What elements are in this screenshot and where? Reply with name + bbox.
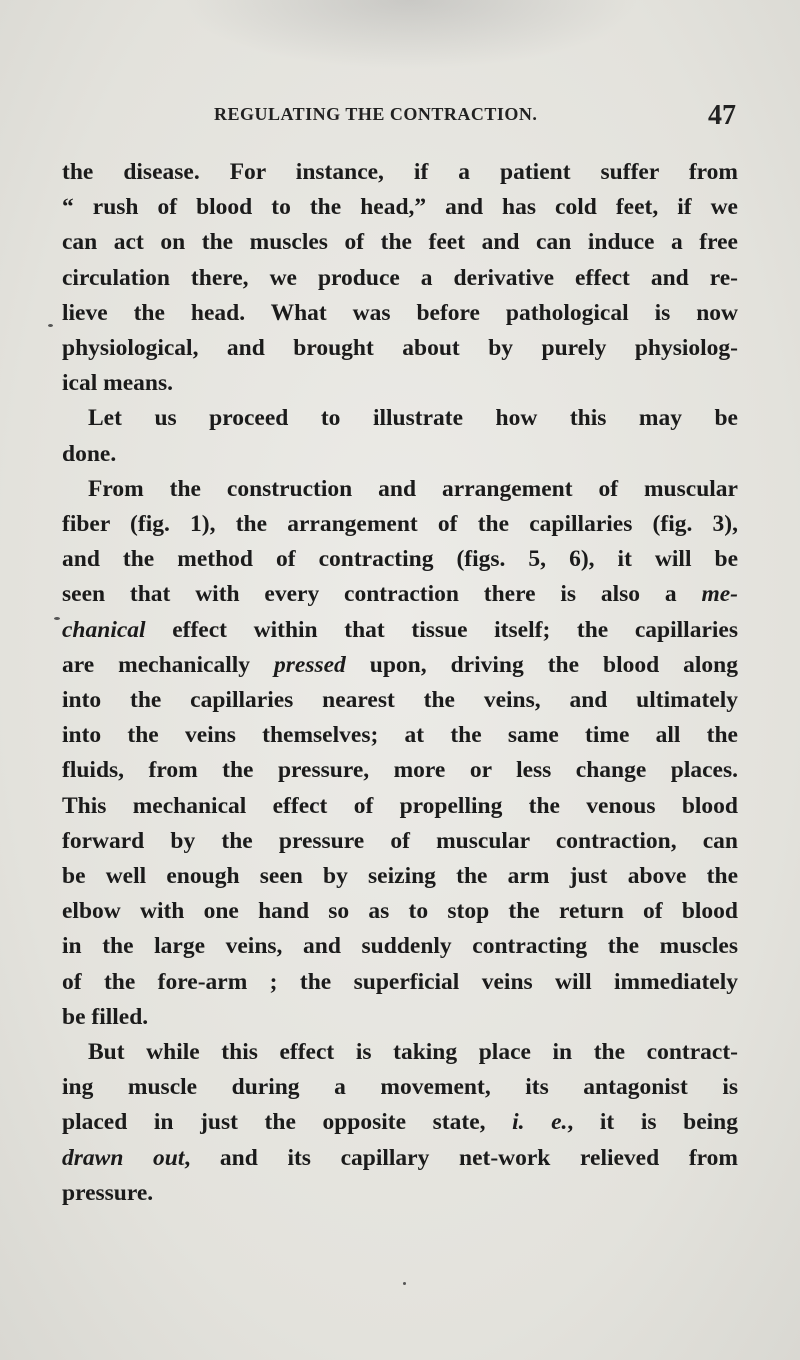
text-segment: are mechanically [62, 651, 274, 678]
text-segment: forward by the pressure of muscular contraction, can [62, 827, 738, 854]
text-line [62, 613, 738, 648]
text-line [62, 648, 738, 683]
text-segment: into the capillaries nearest the veins, and ultimately [62, 687, 738, 714]
text-line [62, 331, 738, 366]
text-segment: But while this effect is taking place in the contract- [88, 1039, 738, 1066]
italic-text: drawn out [62, 1144, 185, 1171]
text-segment: “ rush of blood to the head,” and has cold feet, if we [62, 194, 738, 221]
text-line [62, 190, 738, 225]
page-shadow [180, 0, 640, 70]
text-line [62, 437, 738, 472]
text-segment: into the veins themselves; at the same time all the [62, 722, 738, 749]
text-segment: fluids, from the pressure, more or less change places. [62, 757, 738, 784]
text-line [62, 366, 738, 401]
margin-speck [403, 1282, 406, 1285]
text-line [62, 789, 738, 824]
text-segment: circulation there, we produce a derivative effect and re- [62, 264, 738, 291]
running-head [64, 100, 736, 130]
page-number: 47 [708, 100, 736, 131]
text-line [62, 1070, 738, 1105]
text-line [62, 1035, 738, 1070]
text-segment: ical means. [62, 370, 173, 397]
text-segment: Let us proceed to illustrate how this may be [88, 405, 738, 432]
text-line [62, 401, 738, 436]
italic-text: i. e. [512, 1109, 568, 1136]
italic-text: me- [701, 581, 738, 608]
text-segment: done. [62, 440, 117, 467]
text-segment: effect within that tissue itself; the capillaries [145, 616, 738, 643]
text-line [62, 1141, 738, 1176]
text-segment: fiber (fig. 1), the arrangement of the capillaries (fig. 3), [62, 511, 738, 538]
text-segment: physiological, and brought about by purely physiolog- [62, 335, 738, 362]
text-line [62, 155, 738, 190]
text-segment: ing muscle during a movement, its antagonist is [62, 1074, 738, 1101]
text-segment: , it is being [567, 1109, 738, 1136]
text-segment: the disease. For instance, if a patient suffer from [62, 159, 738, 185]
text-line [62, 1176, 738, 1211]
text-line [62, 577, 738, 612]
text-line [62, 683, 738, 718]
text-line [62, 824, 738, 859]
text-line [62, 296, 738, 331]
text-segment: This mechanical effect of propelling the venous blood [62, 792, 738, 819]
text-segment: From the construction and arrangement of muscular [88, 475, 738, 502]
text-segment: , and its capillary net-work relieved from [184, 1144, 738, 1171]
italic-text: chanical [62, 616, 146, 643]
text-line [62, 1105, 738, 1140]
text-line [62, 894, 738, 929]
text-line [62, 859, 738, 894]
text-line [62, 472, 738, 507]
text-line [62, 1000, 738, 1035]
text-segment: lieve the head. What was before pathological is now [62, 299, 738, 326]
text-segment: placed in just the opposite state, [62, 1109, 513, 1136]
margin-speck [48, 324, 53, 327]
body-text [62, 155, 738, 1211]
text-segment: can act on the muscles of the feet and can induce a free [62, 229, 738, 256]
text-line [62, 507, 738, 542]
text-line [62, 965, 738, 1000]
margin-speck [54, 617, 60, 620]
italic-text: pressed [274, 651, 346, 678]
text-segment: be filled. [62, 1003, 149, 1030]
text-line [62, 261, 738, 296]
text-line [62, 929, 738, 964]
running-head-title: REGULATING THE CONTRACTION. [214, 104, 538, 124]
text-segment: in the large veins, and suddenly contracting the muscles [62, 933, 738, 960]
text-line [62, 225, 738, 260]
text-segment: be well enough seen by seizing the arm just above the [62, 863, 738, 890]
text-segment: seen that with every contraction there is also a [62, 581, 702, 608]
text-line [62, 753, 738, 788]
text-segment: and the method of contracting (figs. 5, 6), it will be [62, 546, 738, 573]
text-line [62, 718, 738, 753]
text-segment: upon, driving the blood along [345, 651, 739, 678]
text-segment: pressure. [62, 1179, 154, 1206]
text-segment: elbow with one hand so as to stop the return of blood [62, 898, 738, 925]
text-segment: of the fore-arm ; the superficial veins will immediately [62, 968, 738, 995]
text-line [62, 542, 738, 577]
